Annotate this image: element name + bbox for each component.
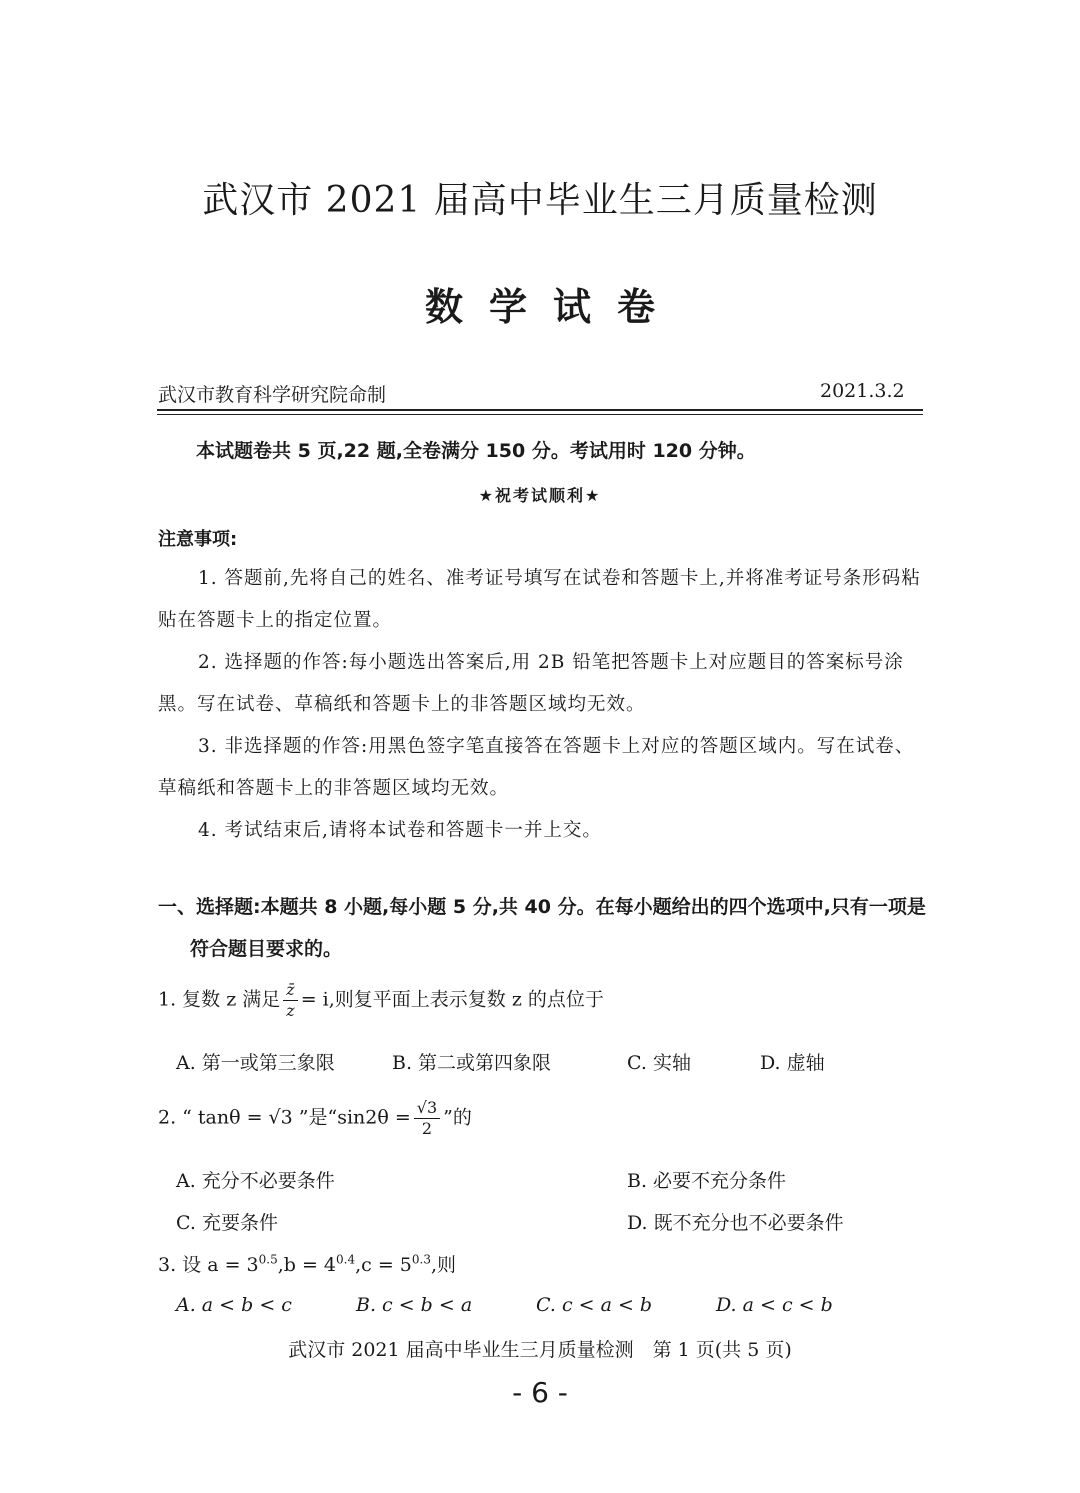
question-1-option-c: C. 实轴 xyxy=(627,1052,691,1074)
question-3-option-b: B. c < b < a xyxy=(356,1294,473,1316)
exam-date: 2021.3.2 xyxy=(820,380,905,402)
question-1-stem xyxy=(158,980,604,1021)
question-3-text: 3. 设 a = 3 xyxy=(158,1254,259,1276)
question-3-stem xyxy=(158,1250,456,1277)
question-1-suffix: = i,则复平面上表示复数 z 的点位于 xyxy=(300,988,604,1011)
question-3-text: ,则 xyxy=(430,1254,457,1276)
fraction-numerator: √3 xyxy=(414,1098,440,1119)
page-footer: 武汉市 2021 届高中毕业生三月质量检测 第 1 页(共 5 页) xyxy=(288,1339,792,1361)
exam-title: 武汉市 2021 届高中毕业生三月质量检测 xyxy=(202,180,878,221)
subject-title: 数学试卷 xyxy=(424,285,681,329)
question-1-prefix: 1. 复数 z 满足 xyxy=(158,988,281,1011)
notice-heading: 注意事项: xyxy=(158,529,238,550)
question-2-fraction xyxy=(414,1098,440,1139)
exponent: 0.5 xyxy=(258,1252,278,1267)
notice-item: 1. 答题前,先将自己的姓名、准考证号填写在试卷和答题卡上,并将准考证号条形码粘贴在答题卡上的指定位置。 xyxy=(158,568,921,631)
header-rule-thick xyxy=(157,409,923,411)
notice-item: 3. 非选择题的作答:用黑色签字笔直接答在答题卡上对应的答题区域内。写在试卷、草稿纸和答题卡上的非答题区域均无效。 xyxy=(158,736,915,799)
question-2-suffix: ”的 xyxy=(443,1106,472,1129)
publisher: 武汉市教育科学研究院命制 xyxy=(158,384,387,406)
header-rule-thin xyxy=(157,414,923,415)
question-3-text: ,b = 4 xyxy=(277,1254,337,1276)
question-2-option-b: B. 必要不充分条件 xyxy=(627,1170,787,1192)
question-3-option-c: C. c < a < b xyxy=(536,1294,653,1316)
question-2-stem xyxy=(158,1098,472,1139)
page-number: - 6 - xyxy=(512,1376,568,1409)
question-1-option-b: B. 第二或第四象限 xyxy=(392,1052,552,1074)
exam-info: 本试题卷共 5 页,22 题,全卷满分 150 分。考试用时 120 分钟。 xyxy=(196,440,756,462)
question-3-option-d: D. a < c < b xyxy=(716,1294,833,1316)
section-heading: 一、选择题:本题共 8 小题,每小题 5 分,共 40 分。在每小题给出的四个选项中,只有一项是符合题目要求的。 xyxy=(158,896,926,960)
question-1-option-a: A. 第一或第三象限 xyxy=(176,1052,335,1074)
question-2-option-d: D. 既不充分也不必要条件 xyxy=(627,1212,844,1234)
question-3-text: ,c = 5 xyxy=(355,1254,412,1276)
question-2-prefix: 2. “ tanθ = √3 ”是“sin2θ = xyxy=(158,1106,411,1129)
fraction-denominator: z xyxy=(286,1001,295,1020)
exponent: 0.4 xyxy=(336,1252,356,1267)
question-2-option-a: A. 充分不必要条件 xyxy=(176,1170,335,1192)
exponent: 0.3 xyxy=(411,1252,431,1267)
notice-item: 4. 考试结束后,请将本试卷和答题卡一并上交。 xyxy=(198,820,602,841)
question-2-option-c: C. 充要条件 xyxy=(176,1212,278,1234)
notice-item: 2. 选择题的作答:每小题选出答案后,用 2B 铅笔把答题卡上对应题目的答案标号涂黑。写在试卷、草稿纸和答题卡上的非答题区域均无效。 xyxy=(158,652,904,715)
good-luck-banner: ★祝考试顺利★ xyxy=(478,486,602,505)
question-3-option-a: A. a < b < c xyxy=(176,1294,292,1316)
question-1-option-d: D. 虚轴 xyxy=(760,1052,825,1074)
question-1-fraction xyxy=(283,980,297,1021)
fraction-numerator: z̄ xyxy=(283,980,297,1001)
fraction-denominator: 2 xyxy=(421,1119,433,1138)
